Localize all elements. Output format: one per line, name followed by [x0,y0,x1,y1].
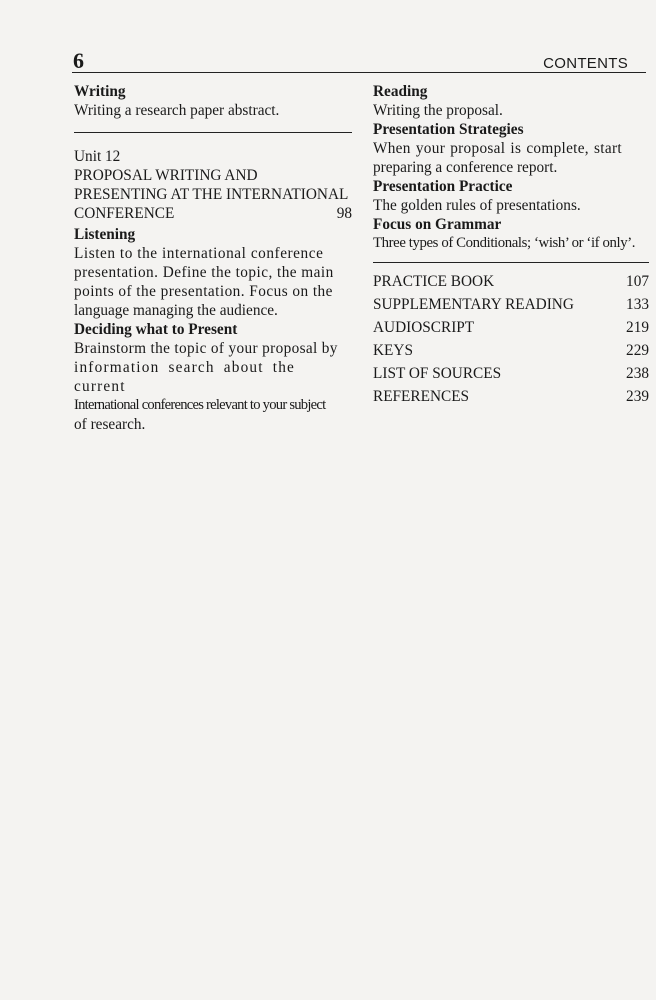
toc-entry-title: REFERENCES [373,388,470,405]
unit-title-line: PRESENTING AT THE INTERNATIONAL [74,186,349,203]
listening-line: language managing the audience. [74,302,278,319]
deciding-line: International conferences relevant to your subject [74,397,326,413]
practice-heading: Presentation Practice [373,178,513,195]
reading-heading: Reading [373,83,428,100]
page-number: 6 [73,48,84,73]
left-column [74,82,352,434]
listening-line: Listen to the international conference [74,245,324,262]
toc-entry-title: AUDIOSCRIPT [373,319,475,336]
toc-entry [373,293,649,316]
toc-entry-page: 239 [626,388,649,405]
toc-entry-page: 238 [626,365,649,382]
writing-heading: Writing [74,83,126,100]
unit-title-last: CONFERENCE [74,205,175,222]
listening-line: presentation. Define the topic, the main [74,264,334,281]
reading-text: Writing the proposal. [373,102,503,119]
practice-text: The golden rules of presentations. [373,197,581,214]
unit-label: Unit 12 [74,148,121,165]
listening-line: points of the presentation. Focus on the [74,283,333,300]
unit-title-line: PROPOSAL WRITING AND [74,167,258,184]
toc-entry [373,385,649,408]
deciding-heading: Deciding what to Present [74,321,238,338]
strategies-text [373,139,649,177]
back-matter-list [373,270,649,408]
toc-entry [373,339,649,362]
right-column [373,82,649,408]
strategies-line: preparing a conference report. [373,159,558,176]
toc-entry-page: 107 [626,273,649,290]
toc-entry-title: PRACTICE BOOK [373,273,495,290]
toc-entry [373,270,649,293]
grammar-text: Three types of Conditionals; ‘wish’ or ‘if only’. [373,235,636,251]
unit-title-row [74,204,352,223]
grammar-heading: Focus on Grammar [373,216,502,233]
toc-entry-page: 219 [626,319,649,336]
unit-page: 98 [336,205,352,222]
listening-text [74,244,352,320]
toc-entry [373,362,649,385]
deciding-line: Brainstorm the topic of your proposal by [74,340,338,357]
toc-entry-page: 133 [626,296,649,313]
deciding-line: information search about the current [74,359,296,395]
section-divider [74,132,352,133]
running-head: CONTENTS [543,55,628,72]
toc-entry [373,316,649,339]
writing-text: Writing a research paper abstract. [74,102,280,119]
toc-entry-title: LIST OF SOURCES [373,365,502,382]
strategies-heading: Presentation Strategies [373,121,524,138]
deciding-text [74,339,352,434]
toc-entry-page: 229 [626,342,649,359]
listening-heading: Listening [74,226,136,243]
toc-entry-title: SUPPLEMENTARY READING [373,296,574,313]
header-rule [72,72,646,73]
section-divider [373,262,649,263]
toc-entry-title: KEYS [373,342,413,359]
deciding-line: of research. [74,416,146,433]
strategies-line: When your proposal is complete, start [373,140,622,157]
